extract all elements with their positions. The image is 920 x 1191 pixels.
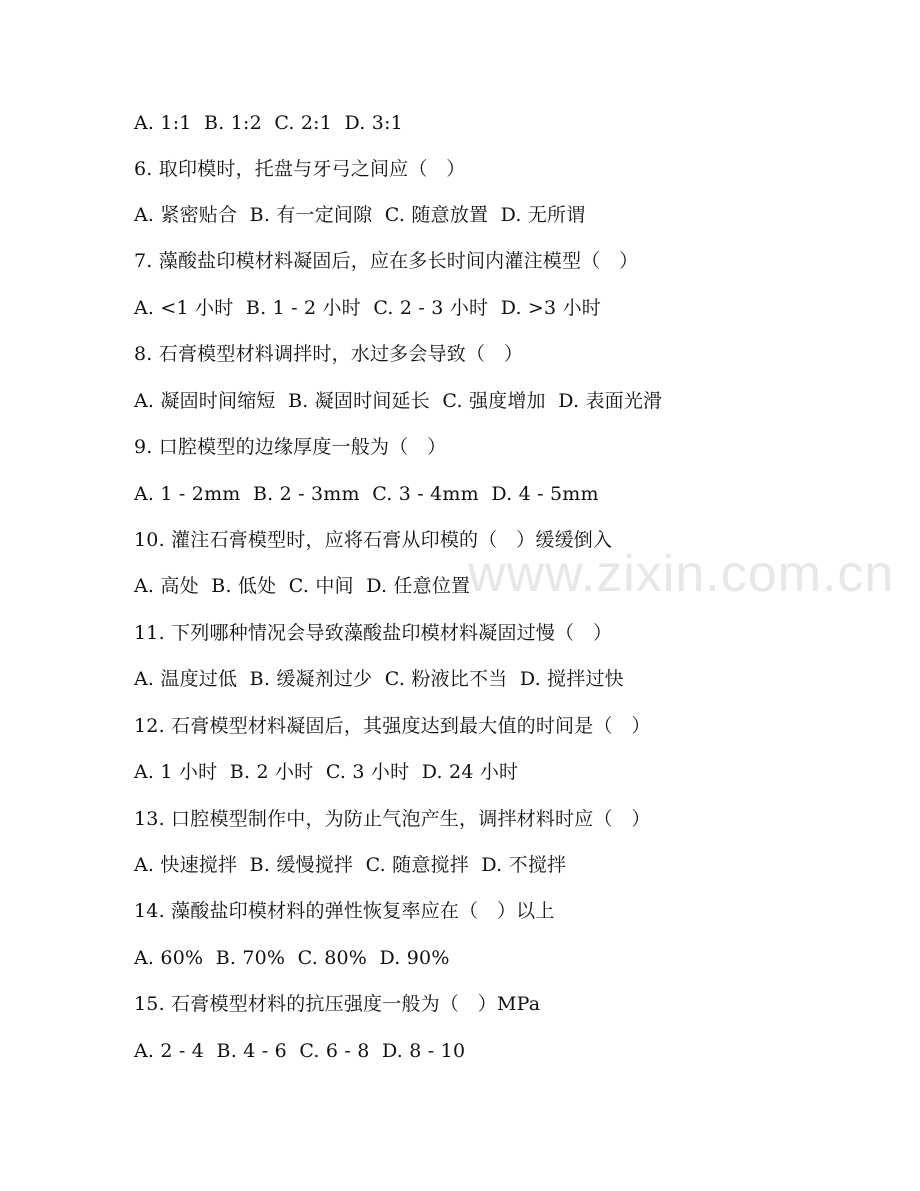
question-line: 13. 口腔模型制作中，为防止气泡产生，调拌材料时应（ ）	[134, 808, 651, 830]
question-line: 11. 下列哪种情况会导致藻酸盐印模材料凝固过慢（ ）	[134, 622, 613, 644]
answer-options-line: A. 温度过低 B. 缓凝剂过少 C. 粉液比不当 D. 搅拌过快	[134, 668, 624, 690]
answer-options-line: A. 1 - 2mm B. 2 - 3mm C. 3 - 4mm D. 4 - 5mm	[134, 483, 599, 505]
answer-options-line: A. <1 小时 B. 1 - 2 小时 C. 2 - 3 小时 D. >3 小时	[134, 297, 601, 319]
watermark-text: www.zixin.com.cn	[468, 545, 895, 603]
answer-options-line: A. 60% B. 70% C. 80% D. 90%	[134, 947, 450, 969]
answer-options-line: A. 1 小时 B. 2 小时 C. 3 小时 D. 24 小时	[134, 761, 519, 783]
answer-options-line: A. 2 - 4 B. 4 - 6 C. 6 - 8 D. 8 - 10	[134, 1040, 466, 1062]
answer-options-line: A. 1:1 B. 1:2 C. 2:1 D. 3:1	[134, 112, 403, 134]
question-line: 8. 石膏模型材料调拌时，水过多会导致（ ）	[134, 343, 524, 365]
question-line: 15. 石膏模型材料的抗压强度一般为（ ）MPa	[134, 993, 541, 1015]
answer-options-line: A. 凝固时间缩短 B. 凝固时间延长 C. 强度增加 D. 表面光滑	[134, 390, 663, 412]
question-line: 14. 藻酸盐印模材料的弹性恢复率应在（ ）以上	[134, 900, 555, 922]
answer-options-line: A. 快速搅拌 B. 缓慢搅拌 C. 随意搅拌 D. 不搅拌	[134, 854, 567, 876]
question-line: 7. 藻酸盐印模材料凝固后，应在多长时间内灌注模型（ ）	[134, 250, 639, 272]
answer-options-line: A. 紧密贴合 B. 有一定间隙 C. 随意放置 D. 无所谓	[134, 204, 586, 226]
question-line: 10. 灌注石膏模型时，应将石膏从印模的（ ）缓缓倒入	[134, 529, 613, 551]
question-line: 6. 取印模时，托盘与牙弓之间应（ ）	[134, 158, 466, 180]
answer-options-line: A. 高处 B. 低处 C. 中间 D. 任意位置	[134, 575, 471, 597]
question-line: 9. 口腔模型的边缘厚度一般为（ ）	[134, 436, 447, 458]
question-line: 12. 石膏模型材料凝固后，其强度达到最大值的时间是（ ）	[134, 715, 651, 737]
